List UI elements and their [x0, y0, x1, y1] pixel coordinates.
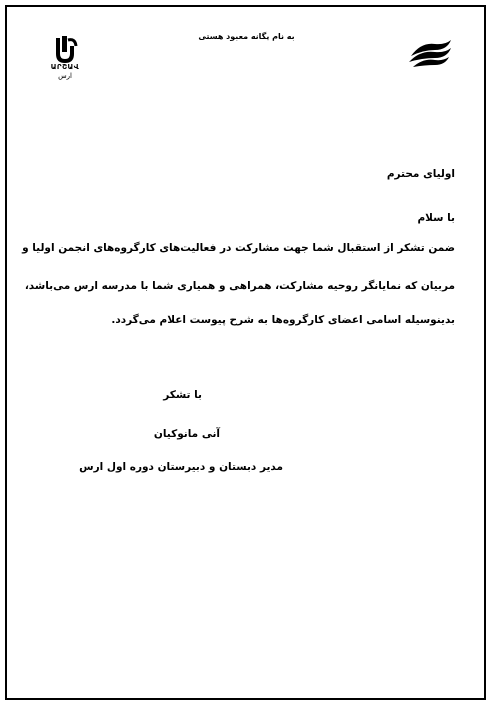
body-line-1: ضمن تشکر از استقبال شما جهت مشارکت در فعالیت‌های کارگروه‌های انجمن اولیا و	[22, 242, 455, 254]
bismillah-header: به نام یگانه معبود هستی	[198, 32, 295, 41]
wave-emblem-icon	[405, 36, 455, 70]
salutation: اولیای محترم	[386, 168, 455, 180]
signer-title: مدیر دبستان و دبیرستان دوره اول ارس	[79, 461, 283, 473]
signer-name: آنی مانوکیان	[153, 428, 220, 440]
school-logo-icon	[48, 34, 82, 64]
school-logo	[48, 34, 82, 86]
wave-emblem	[405, 36, 455, 70]
body-line-2: مربیان که نمایانگر روحیه مشارکت، همراهی و همیاری شما با مدرسه ارس می‌باشد،	[24, 280, 455, 292]
page-border	[5, 5, 486, 700]
logo-caption-farsi: ارس	[58, 72, 72, 80]
body-line-3: بدینوسیله اسامی اعضای کارگروه‌ها به شرح پیوست اعلام می‌گردد.	[111, 314, 455, 326]
closing: با تشکر	[163, 389, 202, 401]
logo-caption-latin: ԱՐՇԱՎ	[50, 63, 80, 71]
greeting: با سلام	[417, 212, 455, 224]
